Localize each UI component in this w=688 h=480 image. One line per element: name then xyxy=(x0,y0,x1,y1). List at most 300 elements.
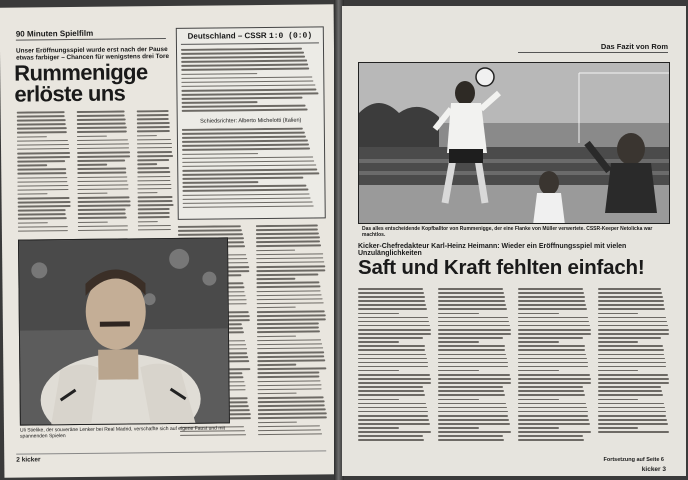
text-line xyxy=(17,132,67,134)
text-line xyxy=(438,337,503,339)
text-line xyxy=(137,188,171,190)
text-line xyxy=(182,177,303,180)
text-line xyxy=(598,362,666,364)
text-line xyxy=(518,419,589,421)
text-line xyxy=(438,362,508,364)
text-line xyxy=(18,230,68,232)
text-line xyxy=(358,439,424,441)
text-line xyxy=(257,368,326,370)
text-line xyxy=(598,345,663,347)
left-page xyxy=(0,4,338,477)
text-line xyxy=(256,229,318,231)
text-line xyxy=(256,257,323,259)
text-line xyxy=(137,167,169,169)
text-line xyxy=(181,84,315,87)
text-line xyxy=(77,143,129,145)
text-line xyxy=(138,225,171,227)
text-line xyxy=(358,407,427,409)
text-line xyxy=(258,400,325,402)
text-line xyxy=(598,415,666,417)
text-line xyxy=(438,354,506,356)
text-line xyxy=(182,181,258,183)
text-line xyxy=(258,393,297,395)
text-line xyxy=(598,333,669,335)
stats-block xyxy=(182,127,321,218)
text-line xyxy=(138,208,170,210)
text-line xyxy=(257,294,322,296)
lineup-block xyxy=(181,47,320,120)
text-line xyxy=(182,105,306,108)
text-line xyxy=(358,427,399,429)
text-line xyxy=(257,351,324,353)
text-line xyxy=(257,307,296,309)
text-line xyxy=(257,327,319,329)
text-line xyxy=(138,216,170,218)
text-line xyxy=(257,347,323,349)
text-line xyxy=(518,399,559,401)
text-line xyxy=(438,329,511,331)
text-line xyxy=(137,192,157,194)
text-line xyxy=(598,399,638,401)
text-line xyxy=(438,304,506,306)
text-line xyxy=(518,358,587,360)
text-line xyxy=(438,403,506,405)
text-line xyxy=(17,115,65,117)
text-line xyxy=(77,193,107,195)
text-line xyxy=(518,345,585,347)
text-line xyxy=(358,366,428,368)
text-line xyxy=(78,229,128,231)
text-line xyxy=(438,333,511,335)
text-line xyxy=(358,333,431,335)
text-line xyxy=(77,172,126,174)
text-line xyxy=(598,304,664,306)
text-line xyxy=(598,329,669,331)
text-line xyxy=(138,196,173,198)
text-line xyxy=(77,127,127,129)
text-line xyxy=(598,325,668,327)
text-line xyxy=(438,390,504,392)
text-line xyxy=(518,386,583,388)
text-line xyxy=(257,290,321,292)
text-line xyxy=(358,296,425,298)
text-line xyxy=(598,317,666,319)
text-line xyxy=(598,407,665,409)
text-line xyxy=(438,288,503,290)
body-column-3 xyxy=(137,110,174,234)
text-line xyxy=(598,337,661,339)
text-line xyxy=(183,205,314,208)
text-line xyxy=(77,155,130,157)
text-line xyxy=(17,152,70,154)
text-line xyxy=(257,339,321,341)
text-line xyxy=(17,156,70,158)
page-footer-right: kicker 3 xyxy=(641,466,666,473)
text-line xyxy=(182,97,303,100)
text-line xyxy=(258,384,322,386)
text-line xyxy=(181,56,305,59)
text-line xyxy=(178,233,243,235)
text-line xyxy=(518,390,584,392)
player-photo xyxy=(18,237,230,425)
text-line xyxy=(598,288,661,290)
text-line xyxy=(438,394,505,396)
text-line xyxy=(17,140,68,142)
text-line xyxy=(438,296,505,298)
text-line xyxy=(518,288,583,290)
text-line xyxy=(518,292,584,294)
text-line xyxy=(358,370,399,372)
text-line xyxy=(182,189,308,192)
text-line xyxy=(598,378,669,380)
text-line xyxy=(77,184,128,186)
text-line xyxy=(18,213,66,215)
text-line xyxy=(598,431,669,433)
body-column-r2 xyxy=(438,288,512,452)
text-line xyxy=(438,378,511,380)
text-line xyxy=(182,132,305,135)
match-title xyxy=(181,30,319,44)
text-line xyxy=(138,229,171,231)
text-line xyxy=(182,164,316,167)
text-line xyxy=(438,399,479,401)
text-line xyxy=(256,237,320,239)
text-line xyxy=(77,131,127,133)
text-line xyxy=(137,139,171,141)
photo-caption-left: Uli Stielike, der souveräne Lenker bei Real Madrid, verschaffte sich auf eigene Faust und mit spannenden Spielen xyxy=(19,425,226,440)
text-line xyxy=(181,48,302,51)
text-line xyxy=(438,308,507,310)
text-line xyxy=(438,415,508,417)
text-line xyxy=(78,209,126,211)
text-line xyxy=(17,119,66,121)
body-column-r1 xyxy=(358,288,432,452)
text-line xyxy=(438,431,511,433)
text-line xyxy=(257,372,319,374)
text-line xyxy=(518,354,586,356)
text-line xyxy=(257,359,325,361)
text-line xyxy=(258,409,326,411)
text-line xyxy=(18,222,48,224)
text-line xyxy=(518,333,591,335)
text-line xyxy=(598,308,665,310)
body-column-1 xyxy=(17,111,72,236)
text-line xyxy=(256,269,325,271)
text-line xyxy=(181,88,316,91)
text-line xyxy=(78,196,130,198)
text-line xyxy=(137,163,157,165)
text-line xyxy=(258,396,324,398)
text-line xyxy=(358,308,427,310)
text-line xyxy=(438,411,508,413)
text-line xyxy=(256,261,324,263)
text-line xyxy=(78,200,131,202)
text-line xyxy=(438,382,511,384)
page-footer-left: 2 kicker xyxy=(16,450,326,465)
text-line xyxy=(598,300,664,302)
text-line xyxy=(358,435,423,437)
text-line xyxy=(77,139,128,141)
text-line xyxy=(181,68,309,71)
text-line xyxy=(358,345,425,347)
text-line xyxy=(518,341,559,343)
text-line xyxy=(518,382,591,384)
text-line xyxy=(182,156,313,159)
text-line xyxy=(256,245,321,247)
text-line xyxy=(181,92,318,95)
referee-line: Schiedsrichter: Alberto Michelotti (Italien) xyxy=(200,117,302,125)
text-line xyxy=(257,302,324,304)
text-line xyxy=(438,345,505,347)
text-line xyxy=(358,411,428,413)
text-line xyxy=(518,313,559,315)
text-line xyxy=(77,123,126,125)
text-line xyxy=(77,147,129,149)
text-line xyxy=(518,349,585,351)
text-line xyxy=(17,136,47,138)
text-line xyxy=(438,374,510,376)
text-line xyxy=(137,155,173,157)
text-line xyxy=(518,337,583,339)
text-line xyxy=(358,386,423,388)
text-line xyxy=(258,405,325,407)
text-line xyxy=(182,153,258,155)
text-line xyxy=(358,374,430,376)
text-line xyxy=(358,415,428,417)
text-line xyxy=(518,304,586,306)
text-line xyxy=(258,417,327,419)
text-line xyxy=(17,177,67,179)
text-line xyxy=(258,433,322,435)
text-line xyxy=(358,313,399,315)
text-line xyxy=(358,292,424,294)
match-stats-box xyxy=(176,26,326,220)
text-line xyxy=(518,329,591,331)
text-line xyxy=(438,386,503,388)
text-line xyxy=(518,378,591,380)
text-line xyxy=(77,180,127,182)
text-line xyxy=(18,226,68,228)
text-line xyxy=(18,201,71,203)
text-line xyxy=(358,341,399,343)
text-line xyxy=(598,358,665,360)
text-line xyxy=(598,370,638,372)
text-line xyxy=(137,151,172,153)
text-line xyxy=(183,197,311,200)
text-line xyxy=(438,419,509,421)
text-line xyxy=(18,197,70,199)
body-column-2 xyxy=(77,110,132,235)
text-line xyxy=(598,394,663,396)
text-line xyxy=(358,317,428,319)
text-line xyxy=(17,189,68,191)
body-column-r4 xyxy=(598,288,670,448)
text-line xyxy=(358,337,423,339)
text-line xyxy=(77,115,125,117)
text-line xyxy=(518,296,585,298)
text-line xyxy=(518,439,584,441)
text-line xyxy=(137,110,169,112)
text-line xyxy=(598,341,638,343)
text-line xyxy=(137,114,169,116)
text-line xyxy=(358,358,427,360)
text-line xyxy=(137,147,172,149)
text-line xyxy=(518,370,559,372)
text-line xyxy=(17,168,66,170)
header-goal-image xyxy=(359,63,670,224)
text-line xyxy=(438,423,510,425)
text-line xyxy=(598,313,638,315)
text-line xyxy=(178,225,241,227)
text-line xyxy=(257,335,296,337)
text-line xyxy=(181,80,313,83)
text-line xyxy=(358,419,429,421)
text-line xyxy=(182,144,309,147)
body-column-5 xyxy=(256,224,328,447)
text-line xyxy=(358,304,426,306)
text-line xyxy=(258,421,297,423)
text-line xyxy=(438,341,479,343)
text-line xyxy=(77,176,127,178)
text-line xyxy=(518,308,587,310)
text-line xyxy=(518,423,590,425)
text-line xyxy=(358,349,425,351)
text-line xyxy=(77,135,107,137)
section-label-right: Das Fazit von Rom xyxy=(518,42,668,53)
text-line xyxy=(256,253,323,255)
text-line xyxy=(77,164,107,166)
text-line xyxy=(256,278,295,280)
text-line xyxy=(598,349,664,351)
text-line xyxy=(518,366,588,368)
text-line xyxy=(137,171,170,173)
player-portrait-image xyxy=(19,238,230,425)
text-line xyxy=(182,160,314,163)
text-line xyxy=(438,407,507,409)
text-line xyxy=(182,168,317,171)
text-line xyxy=(181,52,304,55)
text-line xyxy=(258,429,321,431)
text-line xyxy=(518,435,583,437)
text-line xyxy=(258,413,327,415)
text-line xyxy=(137,175,170,177)
text-line xyxy=(78,225,128,227)
text-line xyxy=(358,382,431,384)
text-line xyxy=(438,439,504,441)
text-line xyxy=(137,130,170,132)
text-line xyxy=(257,343,322,345)
text-line xyxy=(598,354,664,356)
section-label: 90 Minuten Spielfilm xyxy=(16,28,166,41)
text-line xyxy=(78,205,131,207)
text-line xyxy=(257,376,319,378)
text-line xyxy=(137,184,171,186)
text-line xyxy=(438,325,510,327)
text-line xyxy=(257,314,326,316)
text-line xyxy=(358,378,431,380)
text-line xyxy=(17,144,69,146)
text-line xyxy=(358,354,426,356)
text-line xyxy=(358,390,424,392)
text-line xyxy=(358,423,430,425)
text-line xyxy=(137,126,170,128)
text-line xyxy=(438,370,479,372)
text-line xyxy=(598,296,663,298)
text-line xyxy=(256,282,319,284)
text-line xyxy=(598,390,662,392)
text-line xyxy=(77,160,125,162)
text-line xyxy=(438,349,505,351)
text-line xyxy=(438,313,479,315)
text-line xyxy=(258,425,320,427)
text-line xyxy=(438,321,509,323)
text-line xyxy=(257,331,320,333)
text-line xyxy=(78,221,108,223)
text-line xyxy=(182,148,310,151)
text-line xyxy=(182,172,319,175)
text-line xyxy=(518,427,559,429)
text-line xyxy=(518,411,588,413)
text-line xyxy=(77,188,128,190)
text-line xyxy=(257,310,325,312)
text-line xyxy=(138,204,174,206)
text-line xyxy=(438,435,503,437)
text-line xyxy=(598,403,664,405)
text-line xyxy=(358,325,430,327)
text-line xyxy=(598,423,668,425)
text-line xyxy=(598,374,668,376)
text-line xyxy=(438,317,508,319)
right-page xyxy=(342,6,686,476)
text-line xyxy=(358,329,431,331)
text-line xyxy=(256,286,320,288)
text-line xyxy=(438,427,479,429)
text-line xyxy=(18,209,66,211)
header-goal-photo xyxy=(358,62,670,224)
text-line xyxy=(598,386,661,388)
text-line xyxy=(77,151,130,153)
text-line xyxy=(77,110,125,112)
text-line xyxy=(358,300,425,302)
text-line xyxy=(518,321,589,323)
text-line xyxy=(438,300,505,302)
article-headline: Rummenigge erlöste uns xyxy=(14,59,148,107)
text-line xyxy=(181,60,307,63)
text-line xyxy=(358,431,431,433)
text-line xyxy=(18,205,71,207)
text-line xyxy=(598,419,667,421)
text-line xyxy=(358,394,425,396)
continued-note: Fortsetzung auf Seite 6 xyxy=(603,457,664,463)
text-line xyxy=(257,298,323,300)
text-line xyxy=(137,135,157,137)
text-line xyxy=(256,233,319,235)
text-line xyxy=(77,168,126,170)
text-line xyxy=(518,325,590,327)
text-line xyxy=(17,181,67,183)
text-line xyxy=(598,292,662,294)
text-line xyxy=(358,288,423,290)
text-line xyxy=(138,221,158,223)
text-line xyxy=(18,218,67,220)
text-line xyxy=(182,185,306,188)
text-line xyxy=(17,164,47,166)
text-line xyxy=(181,76,312,79)
text-line xyxy=(182,136,306,139)
text-line xyxy=(598,321,667,323)
text-line xyxy=(137,122,170,124)
text-line xyxy=(257,364,296,366)
